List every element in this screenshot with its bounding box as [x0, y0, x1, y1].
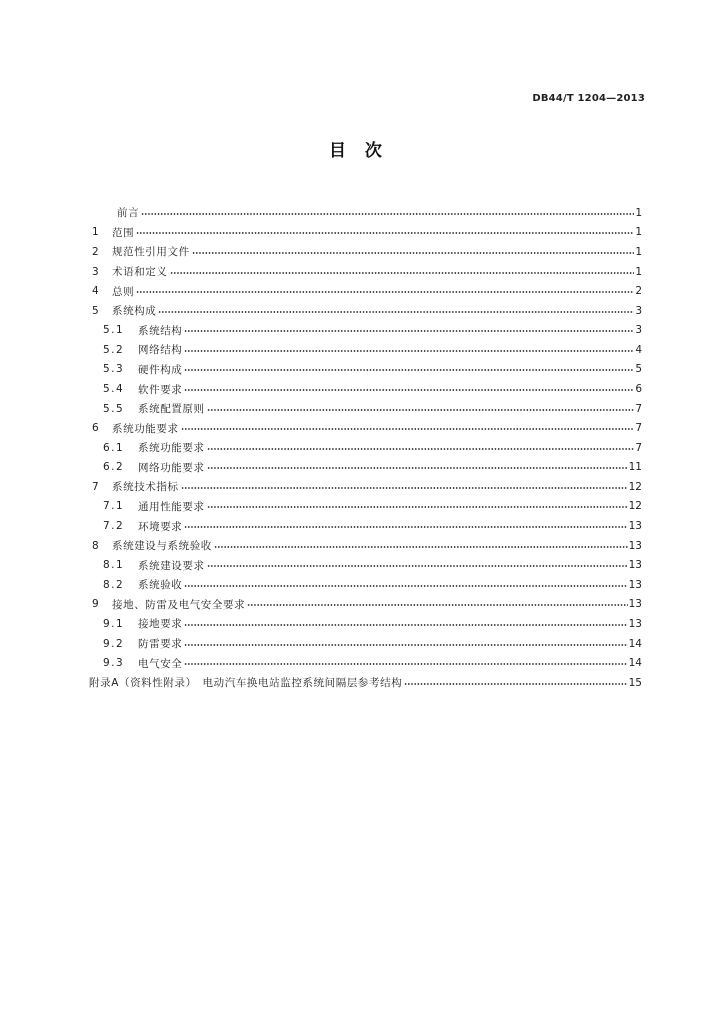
toc-number: 9	[92, 598, 99, 611]
toc-title: 网络功能要求	[138, 461, 205, 474]
toc-page-number: 15	[628, 676, 642, 689]
toc-dot-leader	[207, 408, 635, 412]
toc-dot-leader	[141, 212, 634, 216]
toc-title: 通用性能要求	[138, 500, 205, 513]
toc-number: 6.2	[103, 461, 125, 474]
toc-dot-leader	[207, 505, 628, 509]
toc-page-number: 7	[635, 402, 642, 415]
toc-row	[0, 555, 642, 575]
toc-page-number: 1	[635, 226, 642, 239]
toc-row	[0, 595, 642, 615]
toc-number: 5.5	[103, 402, 125, 415]
toc-title: 系统结构	[138, 324, 183, 337]
toc-dot-leader	[136, 231, 634, 235]
toc-dot-leader	[184, 643, 627, 647]
toc-title: 防雷要求	[138, 638, 183, 651]
toc-title: 术语和定义	[112, 266, 168, 279]
toc-row	[0, 203, 642, 223]
toc-page-number: 12	[628, 500, 642, 513]
toc-number: 9.3	[103, 657, 125, 670]
toc-row	[0, 301, 642, 321]
toc-dot-leader	[184, 584, 627, 588]
toc-number: 5	[92, 304, 99, 317]
toc-row	[0, 497, 642, 517]
toc-page-number: 14	[628, 657, 642, 670]
toc-title: 系统建设与系统验收	[112, 540, 212, 553]
toc-page-number: 7	[635, 441, 642, 454]
toc-number: 5.3	[103, 363, 125, 376]
toc-row	[0, 438, 642, 458]
document-code: DB44/T 1204—2013	[532, 93, 645, 104]
toc-title: 系统功能要求	[138, 442, 205, 455]
toc-page-number: 11	[628, 461, 642, 474]
toc-dot-leader	[184, 349, 634, 353]
toc-title: 系统构成	[112, 305, 157, 318]
toc-row	[0, 242, 642, 262]
toc-title: 接地要求	[138, 618, 183, 631]
toc-dot-leader	[184, 329, 634, 333]
toc-number: 6.1	[103, 441, 125, 454]
toc-row	[0, 399, 642, 419]
toc-title: 附录A（资料性附录） 电动汽车换电站监控系统间隔层参考结构	[89, 677, 403, 690]
toc-dot-leader	[404, 682, 627, 686]
toc-row	[0, 320, 642, 340]
toc-title: 电气安全	[138, 657, 183, 670]
toc-dot-leader	[207, 466, 628, 470]
toc-title: 范围	[112, 226, 135, 239]
toc-page-number: 6	[635, 383, 642, 395]
toc-title: 前言	[117, 207, 140, 220]
toc-dot-leader	[184, 525, 627, 529]
toc-page-number: 13	[628, 520, 642, 533]
toc-title: 环境要求	[138, 520, 183, 533]
toc-page-number: 13	[628, 598, 642, 611]
toc-page-number: 1	[635, 206, 642, 219]
toc-dot-leader	[158, 310, 634, 314]
toc-page-number: 12	[628, 480, 642, 493]
toc-dot-leader	[136, 290, 634, 294]
toc-number: 8	[92, 539, 99, 552]
toc-title: 网络结构	[138, 344, 183, 357]
toc-page-number: 1	[635, 245, 642, 258]
toc-number: 1	[92, 226, 99, 239]
toc-row	[0, 536, 642, 556]
toc-title: 接地、防雷及电气安全要求	[112, 598, 246, 611]
toc-title: 系统验收	[138, 579, 183, 592]
toc-number: 3	[92, 265, 99, 278]
toc-page-number: 13	[628, 578, 642, 591]
toc-row	[0, 379, 642, 399]
toc-title: 软件要求	[138, 383, 183, 396]
toc-title: 规范性引用文件	[112, 246, 190, 259]
toc-dot-leader	[192, 251, 635, 255]
toc-dot-leader	[184, 623, 627, 627]
toc-page-number: 1	[635, 265, 642, 278]
toc-dot-leader	[247, 603, 627, 607]
toc-number: 2	[92, 245, 99, 258]
toc-page-number: 7	[635, 422, 642, 435]
toc-title: 系统功能要求	[112, 422, 179, 435]
toc-number: 9.2	[103, 637, 125, 650]
toc-title: 系统建设要求	[138, 559, 205, 572]
toc-page-number: 13	[628, 559, 642, 572]
toc-page-number: 2	[635, 285, 642, 298]
page-title: 目 次	[329, 141, 382, 161]
toc-row	[0, 575, 642, 595]
toc-number: 5.1	[103, 324, 125, 337]
toc-row	[0, 634, 642, 654]
toc-number: 8.1	[103, 559, 125, 572]
toc-number: 4	[92, 285, 99, 298]
toc-dot-leader	[181, 486, 628, 490]
toc-page-number: 14	[628, 637, 642, 650]
toc-dot-leader	[184, 368, 634, 372]
toc-row	[0, 360, 642, 380]
toc-dot-leader	[214, 545, 628, 549]
toc-row	[0, 281, 642, 301]
toc-number: 6	[92, 422, 99, 435]
toc-row	[0, 262, 642, 282]
toc-number: 8.2	[103, 578, 125, 591]
toc-title: 总则	[112, 285, 135, 298]
toc-title: 系统配置原则	[138, 403, 205, 416]
toc-page-number: 13	[628, 617, 642, 630]
toc-dot-leader	[170, 271, 635, 275]
toc-number: 7	[92, 480, 99, 493]
toc-page-number: 5	[635, 363, 642, 376]
toc-dot-leader	[181, 427, 635, 431]
toc-row	[0, 340, 642, 360]
toc-row	[0, 418, 642, 438]
toc-dot-leader	[207, 564, 628, 568]
toc-number: 7.1	[103, 500, 125, 513]
toc-page-number: 13	[628, 539, 642, 552]
toc-row	[0, 614, 642, 634]
toc-row	[0, 516, 642, 536]
toc-row	[0, 223, 642, 243]
toc-row	[0, 477, 642, 497]
toc-number: 5.4	[103, 383, 125, 395]
toc-number: 5.2	[103, 343, 125, 356]
toc-row	[0, 458, 642, 478]
toc-dot-leader	[207, 447, 635, 451]
toc-dot-leader	[184, 388, 634, 392]
toc-title: 硬件构成	[138, 363, 183, 376]
toc-title: 系统技术指标	[112, 481, 179, 494]
toc-row	[0, 673, 642, 693]
toc-page-number: 4	[635, 343, 642, 356]
toc-number: 9.1	[103, 617, 125, 630]
toc-row	[0, 653, 642, 673]
toc-page-number: 3	[635, 304, 642, 317]
toc-dot-leader	[184, 662, 627, 666]
toc-number: 7.2	[103, 520, 125, 533]
toc-page-number: 3	[635, 324, 642, 337]
